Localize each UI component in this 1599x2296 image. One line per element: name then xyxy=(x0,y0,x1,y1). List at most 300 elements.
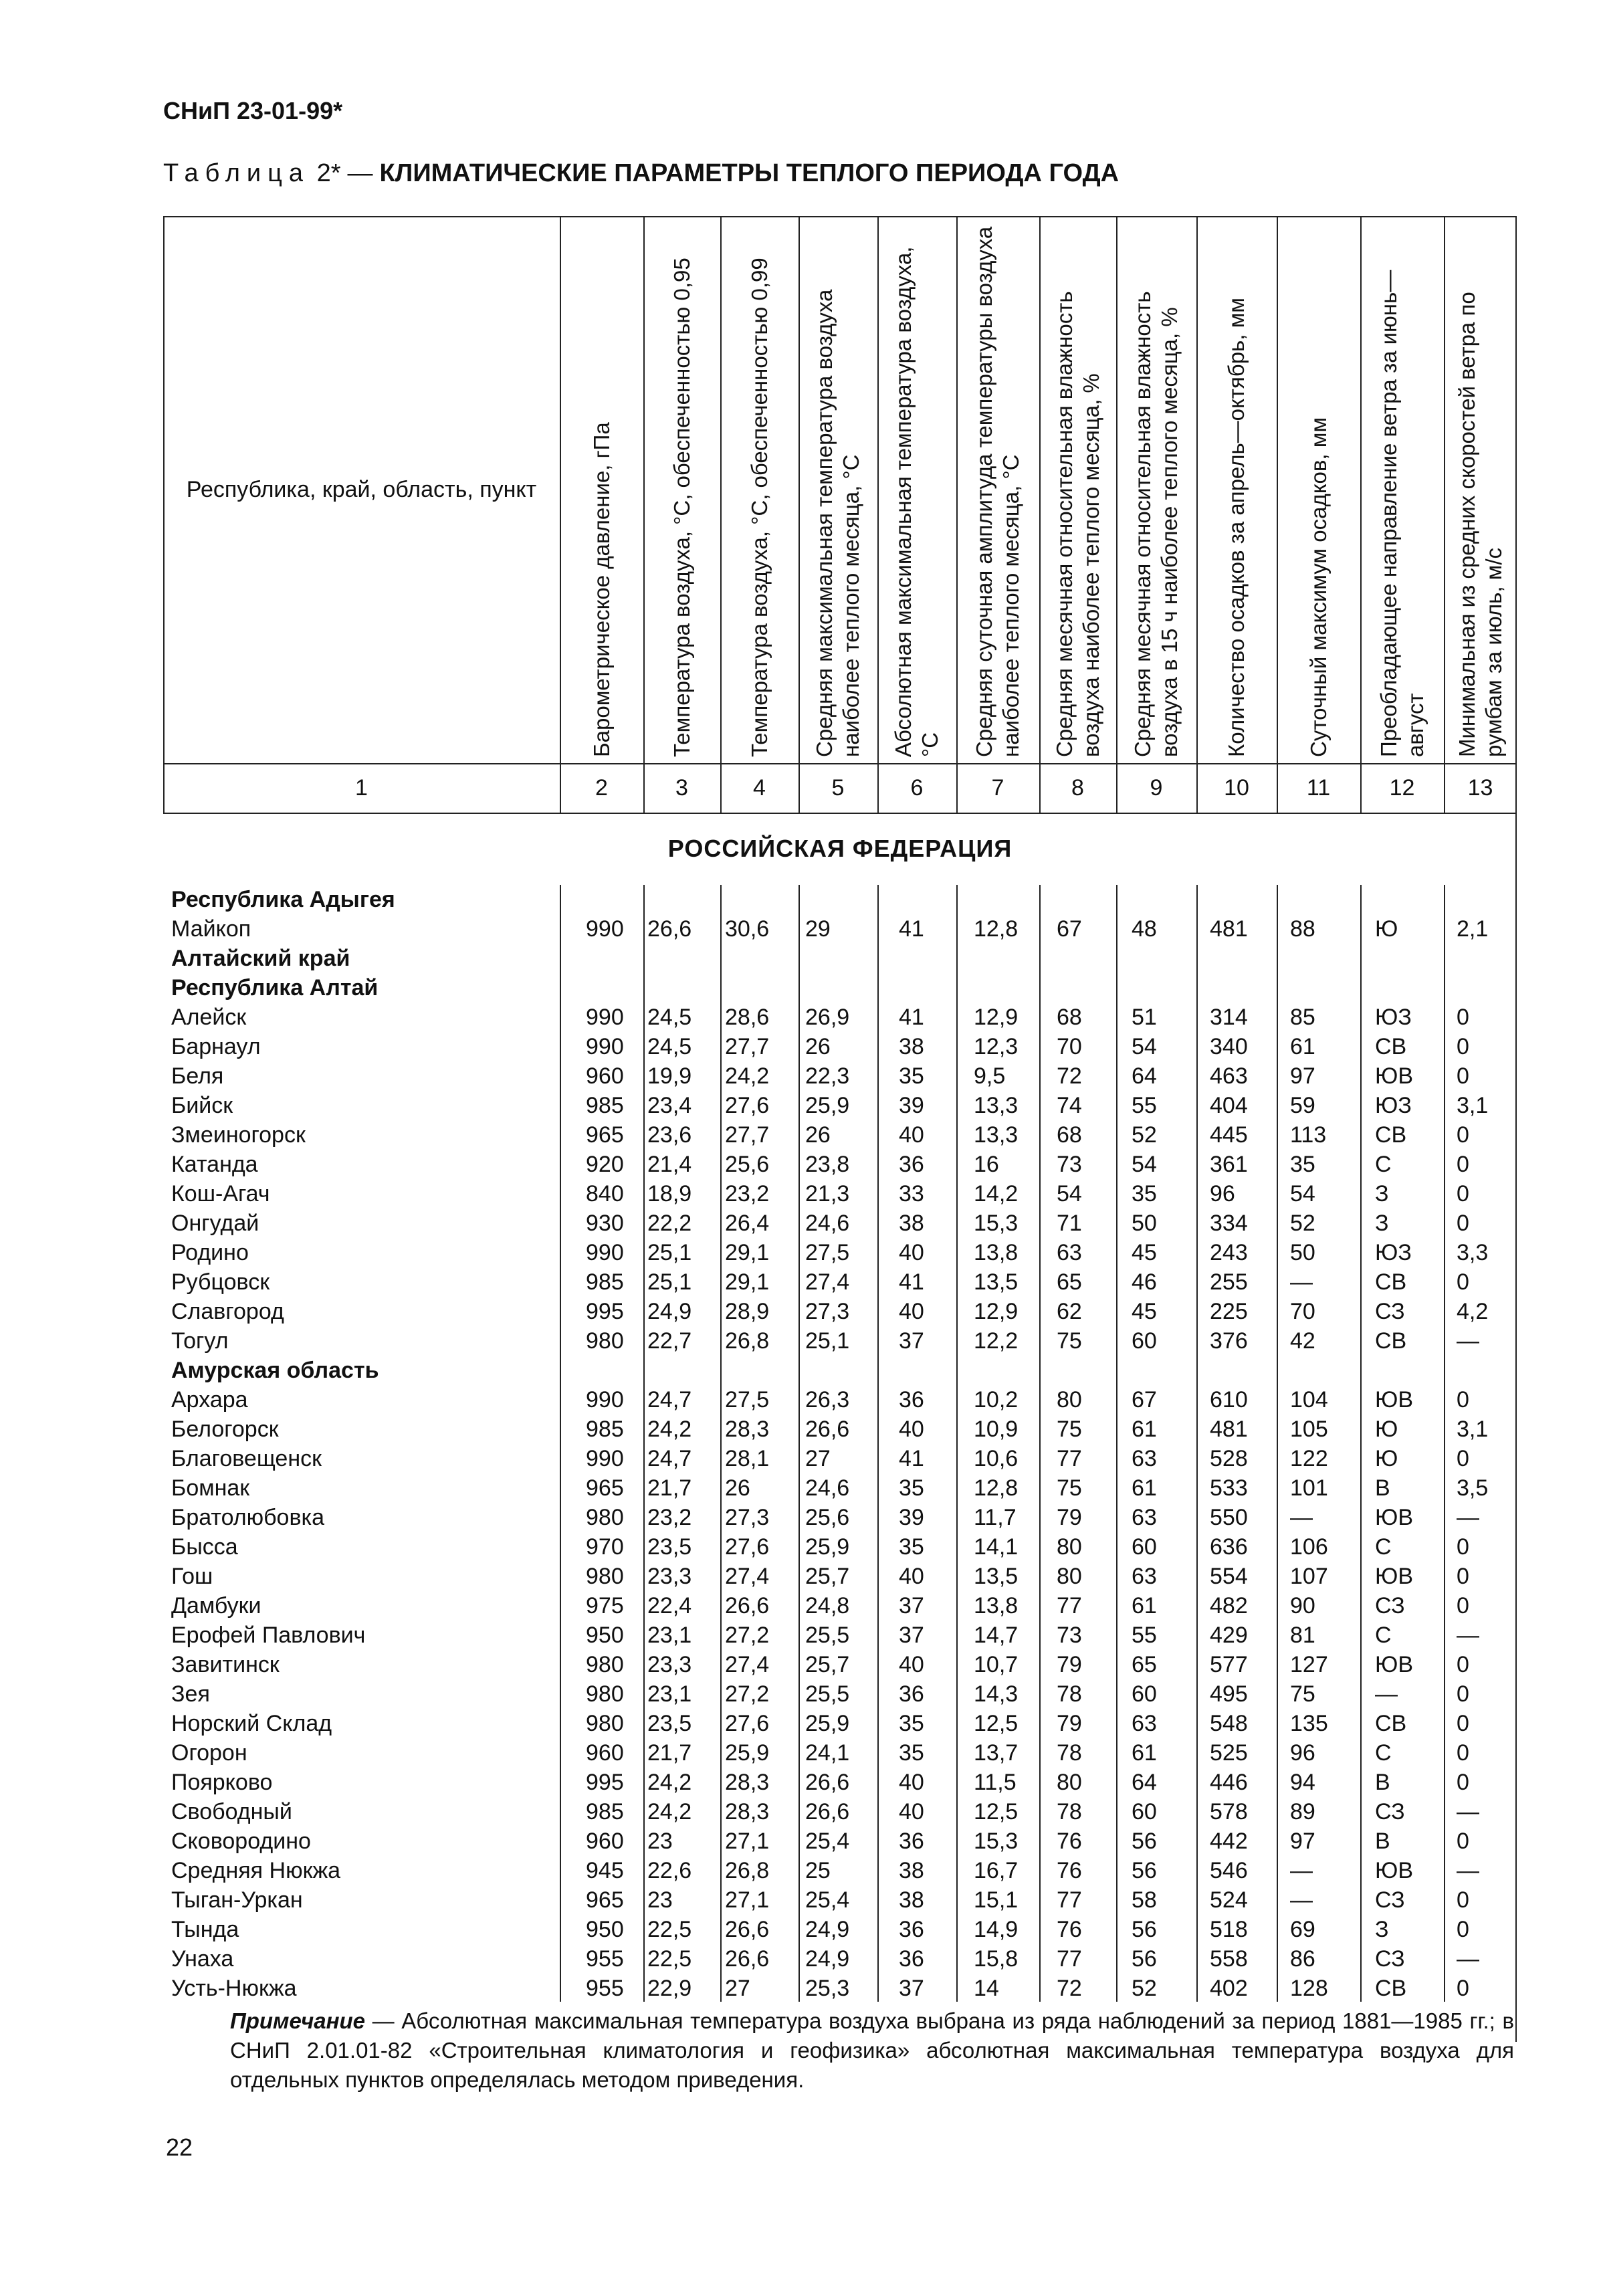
cell-col-6: 41 xyxy=(899,1269,924,1295)
cell-col-11: 52 xyxy=(1290,1211,1315,1236)
cell-col-12: — xyxy=(1375,1681,1398,1707)
cell-col-9: 64 xyxy=(1132,1063,1157,1089)
cell-col-11: — xyxy=(1290,1858,1313,1883)
cell-col-9: 56 xyxy=(1132,1858,1157,1883)
cell-col-13: 0 xyxy=(1457,1211,1469,1236)
cell-col-8: 68 xyxy=(1057,1122,1082,1148)
cell-col-7: 16 xyxy=(974,1152,999,1177)
cell-col-8: 80 xyxy=(1057,1770,1082,1795)
cell-col-4: 26,4 xyxy=(725,1211,770,1236)
section-title: РОССИЙСКАЯ ФЕДЕРАЦИЯ xyxy=(667,835,1012,862)
station-name: Тыган-Уркан xyxy=(171,1887,303,1913)
cell-col-9: 56 xyxy=(1132,1946,1157,1972)
cell-col-2: 960 xyxy=(586,1740,624,1766)
header-col-5-label: Средняя максимальная температура воздуха наиболее теплого месяца, °С xyxy=(812,289,863,757)
cell-col-7: 14,3 xyxy=(974,1681,1019,1707)
cell-col-9: 63 xyxy=(1132,1711,1157,1736)
region-row xyxy=(163,1356,1517,1385)
cell-col-12: С xyxy=(1375,1740,1392,1766)
cell-col-8: 80 xyxy=(1057,1387,1082,1413)
cell-col-12: ЮВ xyxy=(1375,1063,1414,1089)
cell-col-9: 63 xyxy=(1132,1505,1157,1530)
cell-col-2: 950 xyxy=(586,1917,624,1942)
header-col-6 xyxy=(877,216,956,763)
header-divider-6 xyxy=(956,216,958,813)
cell-col-9: 61 xyxy=(1132,1475,1157,1501)
cell-col-2: 965 xyxy=(586,1887,624,1913)
cell-col-4: 27,6 xyxy=(725,1534,770,1560)
cell-col-10: 554 xyxy=(1210,1564,1248,1589)
cell-col-10: 255 xyxy=(1210,1269,1248,1295)
cell-col-9: 63 xyxy=(1132,1564,1157,1589)
cell-col-7: 12,5 xyxy=(974,1711,1019,1736)
cell-col-9: 55 xyxy=(1132,1093,1157,1118)
station-name: Белогорск xyxy=(171,1417,279,1442)
table-row xyxy=(163,1238,1517,1267)
table-row xyxy=(163,1532,1517,1562)
cell-col-7: 13,8 xyxy=(974,1240,1019,1265)
cell-col-7: 10,7 xyxy=(974,1652,1019,1677)
cell-col-6: 40 xyxy=(899,1122,924,1148)
table-row xyxy=(163,1003,1517,1032)
cell-col-3: 24,7 xyxy=(647,1446,692,1471)
cell-col-11: 90 xyxy=(1290,1593,1315,1619)
cell-col-7: 12,9 xyxy=(974,1299,1019,1324)
table-row xyxy=(163,1297,1517,1326)
cell-col-12: ЮВ xyxy=(1375,1505,1414,1530)
cell-col-4: 28,9 xyxy=(725,1299,770,1324)
cell-col-10: 481 xyxy=(1210,1417,1248,1442)
station-name: Норский Склад xyxy=(171,1711,332,1736)
cell-col-11: 89 xyxy=(1290,1799,1315,1824)
header-divider-10 xyxy=(1277,216,1278,813)
cell-col-6: 40 xyxy=(899,1564,924,1589)
station-name: Барнаул xyxy=(171,1034,261,1059)
cell-col-8: 77 xyxy=(1057,1446,1082,1471)
cell-col-3: 25,1 xyxy=(647,1240,692,1265)
cell-col-7: 14 xyxy=(974,1976,999,2001)
column-number-1: 1 xyxy=(355,774,368,801)
header-bottom-border xyxy=(163,763,1517,764)
cell-col-8: 76 xyxy=(1057,1858,1082,1883)
cell-col-13: 3,1 xyxy=(1457,1093,1489,1118)
table-title-prefix: Таблица xyxy=(163,159,310,187)
cell-col-3: 21,4 xyxy=(647,1152,692,1177)
cell-col-3: 25,1 xyxy=(647,1269,692,1295)
cell-col-9: 45 xyxy=(1132,1240,1157,1265)
column-number-8: 8 xyxy=(1071,774,1084,801)
cell-col-9: 58 xyxy=(1132,1887,1157,1913)
station-name: Алейск xyxy=(171,1005,247,1030)
cell-col-11: 70 xyxy=(1290,1299,1315,1324)
cell-col-10: 528 xyxy=(1210,1446,1248,1471)
table-row xyxy=(163,1591,1517,1621)
cell-col-11: 94 xyxy=(1290,1770,1315,1795)
cell-col-4: 29,1 xyxy=(725,1240,770,1265)
cell-col-9: 52 xyxy=(1132,1122,1157,1148)
cell-col-4: 27,4 xyxy=(725,1652,770,1677)
cell-col-6: 39 xyxy=(899,1505,924,1530)
cell-col-12: СЗ xyxy=(1375,1593,1405,1619)
cell-col-13: 0 xyxy=(1457,1269,1469,1295)
cell-col-9: 63 xyxy=(1132,1446,1157,1471)
cell-col-3: 22,5 xyxy=(647,1917,692,1942)
cell-col-7: 13,7 xyxy=(974,1740,1019,1766)
region-row xyxy=(163,973,1517,1003)
header-col-3-label: Температура воздуха, °С, обеспеченностью 0,95 xyxy=(669,257,694,757)
cell-col-13: 0 xyxy=(1457,1063,1469,1089)
column-number-13: 13 xyxy=(1467,774,1493,801)
cell-col-3: 23,4 xyxy=(647,1093,692,1118)
cell-col-4: 26,8 xyxy=(725,1328,770,1354)
cell-col-5: 25,4 xyxy=(805,1887,850,1913)
table-row xyxy=(163,1061,1517,1091)
cell-col-9: 56 xyxy=(1132,1917,1157,1942)
cell-col-7: 14,2 xyxy=(974,1181,1019,1207)
station-name: Унаха xyxy=(171,1946,234,1972)
cell-col-9: 51 xyxy=(1132,1005,1157,1030)
cell-col-11: 75 xyxy=(1290,1681,1315,1707)
cell-col-13: — xyxy=(1457,1505,1479,1530)
cell-col-3: 23,1 xyxy=(647,1623,692,1648)
note-label: Примечание xyxy=(230,2008,366,2033)
cell-col-11: — xyxy=(1290,1887,1313,1913)
cell-col-8: 80 xyxy=(1057,1534,1082,1560)
region-row xyxy=(163,885,1517,914)
cell-col-12: СВ xyxy=(1375,1122,1407,1148)
cell-col-8: 63 xyxy=(1057,1240,1082,1265)
cell-col-8: 68 xyxy=(1057,1005,1082,1030)
cell-col-13: — xyxy=(1457,1328,1479,1354)
cell-col-7: 16,7 xyxy=(974,1858,1019,1883)
station-name: Тогул xyxy=(171,1328,229,1354)
header-col-2-label: Барометрическое давление, гПа xyxy=(589,422,614,757)
cell-col-6: 38 xyxy=(899,1887,924,1913)
table-top-border xyxy=(163,216,1517,217)
table-row xyxy=(163,1385,1517,1415)
cell-col-5: 24,8 xyxy=(805,1593,850,1619)
cell-col-8: 62 xyxy=(1057,1299,1082,1324)
cell-col-4: 28,3 xyxy=(725,1799,770,1824)
cell-col-10: 376 xyxy=(1210,1328,1248,1354)
station-name: Огорон xyxy=(171,1740,247,1766)
table-row xyxy=(163,914,1517,944)
cell-col-3: 23,3 xyxy=(647,1564,692,1589)
cell-col-13: 0 xyxy=(1457,1387,1469,1413)
header-col-7 xyxy=(956,216,1039,763)
note-text: — Абсолютная максимальная температура воздуха выбрана из ряда наблюдений за период 1881—1985 гг.; в СНиП 2.01.01-82 «Строительная климатология и геофизика» абсолютная максимальная температура воздуха для отдельных пунктов определялась методом приведения. xyxy=(230,2008,1514,2092)
cell-col-3: 26,6 xyxy=(647,916,692,942)
header-col-9 xyxy=(1116,216,1196,763)
cell-col-4: 25,6 xyxy=(725,1152,770,1177)
station-name: Средняя Нюкжа xyxy=(171,1858,341,1883)
cell-col-8: 72 xyxy=(1057,1063,1082,1089)
cell-col-12: ЮЗ xyxy=(1375,1005,1412,1030)
cell-col-11: 104 xyxy=(1290,1387,1328,1413)
station-name: Братолюбовка xyxy=(171,1505,325,1530)
cell-col-7: 15,8 xyxy=(974,1946,1019,1972)
cell-col-6: 38 xyxy=(899,1211,924,1236)
cell-col-5: 25,5 xyxy=(805,1681,850,1707)
cell-col-12: ЮЗ xyxy=(1375,1093,1412,1118)
cell-col-8: 71 xyxy=(1057,1211,1082,1236)
table-row xyxy=(163,1503,1517,1532)
station-name: Архара xyxy=(171,1387,248,1413)
cell-col-4: 28,1 xyxy=(725,1446,770,1471)
cell-col-8: 74 xyxy=(1057,1093,1082,1118)
cell-col-13: — xyxy=(1457,1623,1479,1648)
cell-col-8: 73 xyxy=(1057,1152,1082,1177)
cell-col-2: 990 xyxy=(586,1446,624,1471)
cell-col-2: 920 xyxy=(586,1152,624,1177)
cell-col-2: 995 xyxy=(586,1770,624,1795)
cell-col-3: 23 xyxy=(647,1829,673,1854)
cell-col-12: С xyxy=(1375,1623,1392,1648)
cell-col-8: 77 xyxy=(1057,1593,1082,1619)
cell-col-4: 27,7 xyxy=(725,1034,770,1059)
cell-col-3: 24,5 xyxy=(647,1005,692,1030)
table-row xyxy=(163,1444,1517,1473)
cell-col-9: 54 xyxy=(1132,1152,1157,1177)
cell-col-2: 985 xyxy=(586,1093,624,1118)
cell-col-2: 985 xyxy=(586,1799,624,1824)
cell-col-13: 0 xyxy=(1457,1564,1469,1589)
cell-col-2: 960 xyxy=(586,1829,624,1854)
cell-col-5: 25,9 xyxy=(805,1093,850,1118)
cell-col-5: 26,6 xyxy=(805,1770,850,1795)
table-row xyxy=(163,1856,1517,1885)
cell-col-7: 15,3 xyxy=(974,1211,1019,1236)
cell-col-2: 980 xyxy=(586,1711,624,1736)
cell-col-10: 481 xyxy=(1210,916,1248,942)
cell-col-4: 28,6 xyxy=(725,1005,770,1030)
table-title-text: КЛИМАТИЧЕСКИЕ ПАРАМЕТРЫ ТЕПЛОГО ПЕРИОДА ГОДА xyxy=(379,159,1120,187)
cell-col-12: СВ xyxy=(1375,1976,1407,2001)
cell-col-6: 36 xyxy=(899,1917,924,1942)
cell-col-8: 79 xyxy=(1057,1652,1082,1677)
cell-col-13: 3,1 xyxy=(1457,1417,1489,1442)
cell-col-6: 36 xyxy=(899,1681,924,1707)
station-name: Бомнак xyxy=(171,1475,250,1501)
table-row xyxy=(163,1915,1517,1944)
station-name: Бийск xyxy=(171,1093,233,1118)
cell-col-10: 243 xyxy=(1210,1240,1248,1265)
cell-col-2: 985 xyxy=(586,1269,624,1295)
cell-col-6: 41 xyxy=(899,916,924,942)
cell-col-9: 46 xyxy=(1132,1269,1157,1295)
cell-col-6: 41 xyxy=(899,1005,924,1030)
table-row xyxy=(163,1150,1517,1179)
cell-col-12: СЗ xyxy=(1375,1946,1405,1972)
station-name: Беля xyxy=(171,1063,224,1089)
header-divider-12 xyxy=(1444,216,1445,813)
cell-col-13: 0 xyxy=(1457,1122,1469,1148)
cell-col-11: 107 xyxy=(1290,1564,1328,1589)
cell-col-8: 54 xyxy=(1057,1181,1082,1207)
table-row xyxy=(163,1267,1517,1297)
cell-col-7: 12,8 xyxy=(974,1475,1019,1501)
cell-col-13: 0 xyxy=(1457,1034,1469,1059)
cell-col-5: 25,7 xyxy=(805,1652,850,1677)
cell-col-2: 990 xyxy=(586,916,624,942)
cell-col-13: 0 xyxy=(1457,1593,1469,1619)
cell-col-10: 96 xyxy=(1210,1181,1235,1207)
cell-col-6: 36 xyxy=(899,1829,924,1854)
cell-col-3: 24,5 xyxy=(647,1034,692,1059)
cell-col-7: 12,8 xyxy=(974,916,1019,942)
cell-col-4: 26,6 xyxy=(725,1917,770,1942)
cell-col-4: 27 xyxy=(725,1976,750,2001)
cell-col-5: 25,9 xyxy=(805,1534,850,1560)
cell-col-5: 26 xyxy=(805,1034,831,1059)
cell-col-2: 975 xyxy=(586,1593,624,1619)
cell-col-13: 0 xyxy=(1457,1181,1469,1207)
cell-col-10: 578 xyxy=(1210,1799,1248,1824)
climate-table xyxy=(163,216,1517,2092)
cell-col-13: 0 xyxy=(1457,1534,1469,1560)
cell-col-8: 75 xyxy=(1057,1328,1082,1354)
cell-col-12: С xyxy=(1375,1534,1392,1560)
cell-col-13: 0 xyxy=(1457,1887,1469,1913)
cell-col-3: 23,6 xyxy=(647,1122,692,1148)
cell-col-2: 990 xyxy=(586,1005,624,1030)
cell-col-12: СВ xyxy=(1375,1328,1407,1354)
cell-col-7: 10,2 xyxy=(974,1387,1019,1413)
cell-col-8: 76 xyxy=(1057,1829,1082,1854)
cell-col-5: 27,3 xyxy=(805,1299,850,1324)
cell-col-7: 13,3 xyxy=(974,1093,1019,1118)
cell-col-2: 970 xyxy=(586,1534,624,1560)
cell-col-13: 2,1 xyxy=(1457,916,1489,942)
cell-col-2: 950 xyxy=(586,1623,624,1648)
table-row xyxy=(163,1120,1517,1150)
cell-col-12: ЮВ xyxy=(1375,1652,1414,1677)
header-divider-11 xyxy=(1360,216,1362,813)
station-name: Онгудай xyxy=(171,1211,259,1236)
column-number-10: 10 xyxy=(1224,774,1249,801)
cell-col-3: 23,5 xyxy=(647,1534,692,1560)
cell-col-3: 22,9 xyxy=(647,1976,692,2001)
cell-col-11: 59 xyxy=(1290,1093,1315,1118)
cell-col-8: 79 xyxy=(1057,1505,1082,1530)
station-name: Зея xyxy=(171,1681,210,1707)
cell-col-10: 548 xyxy=(1210,1711,1248,1736)
cell-col-8: 79 xyxy=(1057,1711,1082,1736)
cell-col-3: 24,2 xyxy=(647,1417,692,1442)
table-row xyxy=(163,1326,1517,1356)
cell-col-5: 25,5 xyxy=(805,1623,850,1648)
station-name: Завитинск xyxy=(171,1652,280,1677)
cell-col-6: 35 xyxy=(899,1740,924,1766)
cell-col-2: 965 xyxy=(586,1122,624,1148)
cell-col-4: 28,3 xyxy=(725,1417,770,1442)
cell-col-12: З xyxy=(1375,1211,1389,1236)
cell-col-4: 27,1 xyxy=(725,1829,770,1854)
cell-col-6: 37 xyxy=(899,1976,924,2001)
cell-col-11: 105 xyxy=(1290,1417,1328,1442)
cell-col-9: 60 xyxy=(1132,1799,1157,1824)
cell-col-8: 70 xyxy=(1057,1034,1082,1059)
cell-col-2: 965 xyxy=(586,1475,624,1501)
column-number-12: 12 xyxy=(1389,774,1415,801)
cell-col-3: 24,2 xyxy=(647,1799,692,1824)
cell-col-10: 445 xyxy=(1210,1122,1248,1148)
cell-col-10: 636 xyxy=(1210,1534,1248,1560)
header-divider-1 xyxy=(560,216,561,813)
cell-col-10: 550 xyxy=(1210,1505,1248,1530)
cell-col-9: 48 xyxy=(1132,916,1157,942)
cell-col-5: 26,6 xyxy=(805,1417,850,1442)
cell-col-4: 27,5 xyxy=(725,1387,770,1413)
station-name: Ерофей Павлович xyxy=(171,1623,366,1648)
cell-col-5: 25,1 xyxy=(805,1328,850,1354)
table-note xyxy=(230,2006,1514,2095)
cell-col-2: 990 xyxy=(586,1387,624,1413)
cell-col-10: 402 xyxy=(1210,1976,1248,2001)
cell-col-6: 36 xyxy=(899,1387,924,1413)
cell-col-7: 13,3 xyxy=(974,1122,1019,1148)
cell-col-6: 40 xyxy=(899,1770,924,1795)
cell-col-5: 25,6 xyxy=(805,1505,850,1530)
table-row xyxy=(163,1473,1517,1503)
table-row xyxy=(163,1974,1517,2003)
cell-col-10: 610 xyxy=(1210,1387,1248,1413)
cell-col-11: 97 xyxy=(1290,1829,1315,1854)
cell-col-2: 980 xyxy=(586,1681,624,1707)
header-col-13 xyxy=(1444,216,1517,763)
cell-col-3: 23,1 xyxy=(647,1681,692,1707)
station-name: Дамбуки xyxy=(171,1593,261,1619)
cell-col-6: 35 xyxy=(899,1063,924,1089)
cell-col-7: 12,2 xyxy=(974,1328,1019,1354)
header-divider-7 xyxy=(1039,216,1041,813)
cell-col-9: 56 xyxy=(1132,1829,1157,1854)
header-divider-2 xyxy=(643,216,645,813)
cell-col-5: 26,3 xyxy=(805,1387,850,1413)
table-row xyxy=(163,1650,1517,1679)
cell-col-9: 52 xyxy=(1132,1976,1157,2001)
cell-col-8: 76 xyxy=(1057,1917,1082,1942)
cell-col-10: 225 xyxy=(1210,1299,1248,1324)
cell-col-3: 21,7 xyxy=(647,1740,692,1766)
table-title-dash: — xyxy=(347,159,373,187)
column-number-3: 3 xyxy=(675,774,688,801)
station-name: Тында xyxy=(171,1917,239,1942)
station-name: Благовещенск xyxy=(171,1446,322,1471)
station-name: Кош-Агач xyxy=(171,1181,270,1207)
cell-col-13: 0 xyxy=(1457,1652,1469,1677)
table-title-number: 2* xyxy=(316,159,341,187)
cell-col-9: 65 xyxy=(1132,1652,1157,1677)
cell-col-4: 27,2 xyxy=(725,1623,770,1648)
cell-col-10: 533 xyxy=(1210,1475,1248,1501)
header-col-4 xyxy=(720,216,798,763)
cell-col-12: ЮВ xyxy=(1375,1387,1414,1413)
cell-col-10: 446 xyxy=(1210,1770,1248,1795)
cell-col-12: ЮВ xyxy=(1375,1564,1414,1589)
cell-col-7: 13,5 xyxy=(974,1269,1019,1295)
cell-col-8: 78 xyxy=(1057,1740,1082,1766)
column-number-7: 7 xyxy=(991,774,1004,801)
cell-col-12: ЮЗ xyxy=(1375,1240,1412,1265)
cell-col-11: — xyxy=(1290,1269,1313,1295)
cell-col-10: 495 xyxy=(1210,1681,1248,1707)
cell-col-11: 35 xyxy=(1290,1152,1315,1177)
cell-col-9: 61 xyxy=(1132,1593,1157,1619)
header-divider-8 xyxy=(1116,216,1117,813)
cell-col-11: 135 xyxy=(1290,1711,1328,1736)
table-row xyxy=(163,1885,1517,1915)
